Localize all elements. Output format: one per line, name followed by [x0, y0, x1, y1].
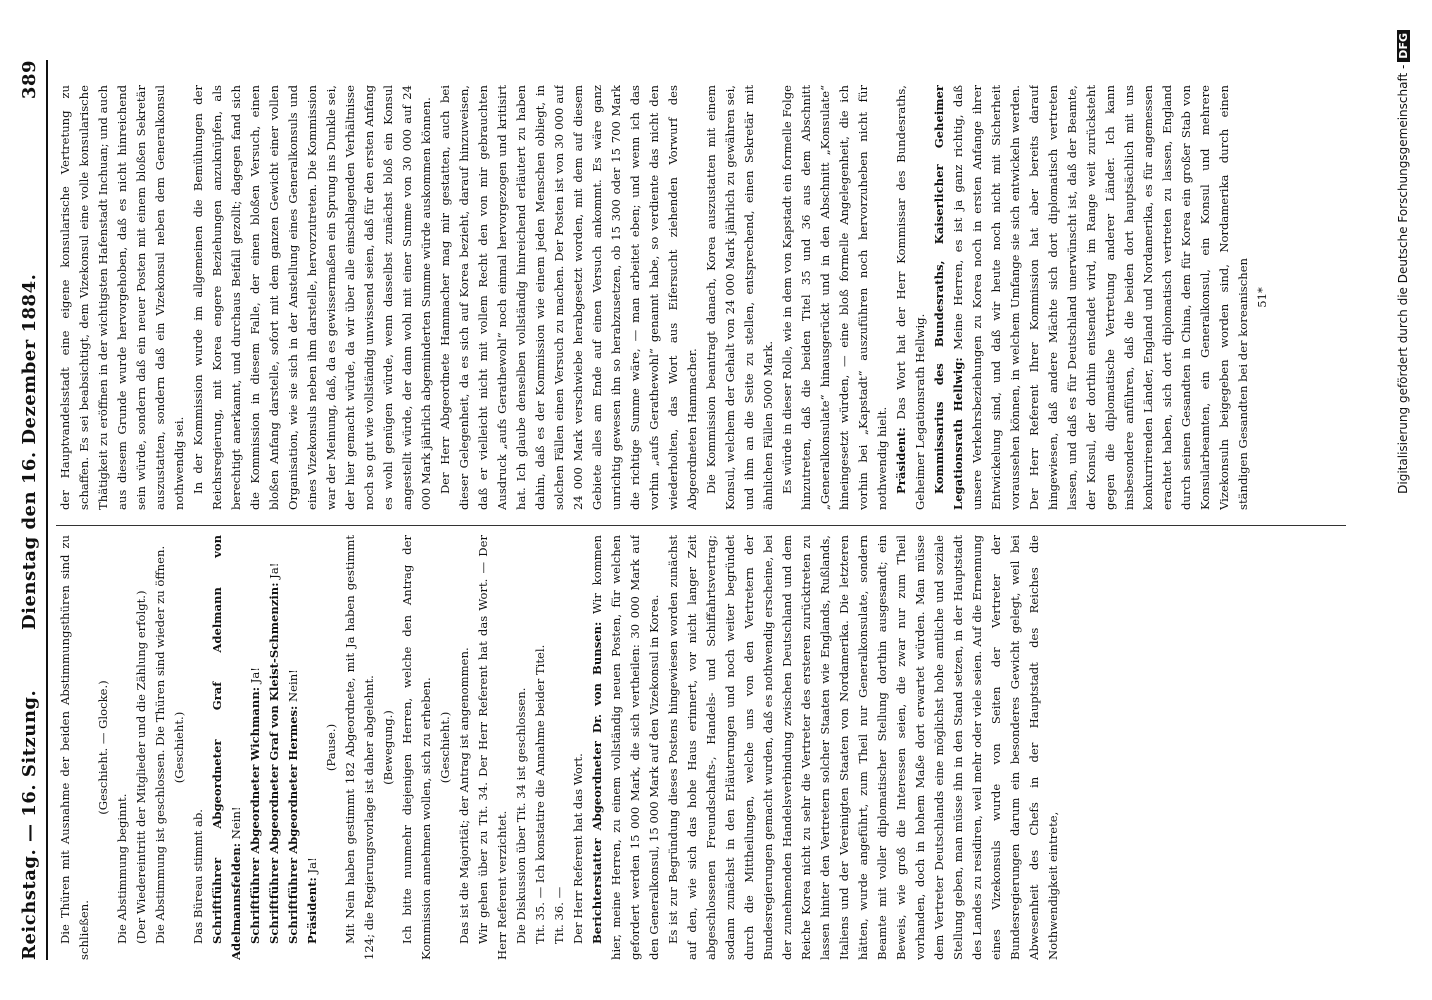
speech-paragraph [284, 535, 303, 960]
footer-text: Digitalisierung gefördert durch die Deutsche Forschungsgemeinschaft - [1396, 64, 1410, 494]
speech-text: Nein! [286, 669, 300, 706]
speaker-name: Präsident: [894, 427, 908, 494]
text-paragraph: Der Herr Referent hat das Wort. [571, 753, 585, 944]
text-column-left [56, 535, 1346, 960]
text-paragraph: Der Herr Abgeordnete Hammacher mag mir gestatten, auch bei dieser Gelegenheit, da es sich auf Korea bezieht, darauf hinzuweisen, daß er vielleicht nicht mit vollem Recht den von mir gebrauchten Ausdruck „aufs Gerathewohl“ noch einmal hervorgezogen und kritisirt hat. Ich glaube denselben vollständig hinreichend erläutert zu haben dahin, daß es der Kommission wie einem jeden Menschen obliegt, in solchen Fällen einen Versuch zu machen. Der Posten ist von 30 000 auf 24 000 Mark verschwiebe herabgesetzt worden, mit dem auf diesem Gebiete alles am Ende auf einen Versuch ankommt. Es wäre ganz unrichtig gewesen ihn so herabzusetzen, ob 15 300 oder 15 700 Mark die richtige Summe wäre, — man arbeitet eben; und wenn ich das vorhin „aufs Gerathewohl“ genannt habe, so verdiente das nicht den wiederholten, das Wort aus Eifersucht ziehenden Vorwurf des Abgeordneten Hammacher. [438, 85, 699, 510]
stage-direction: (Bewegung.) [381, 710, 395, 785]
speaker-name: Schriftführer Abgeordneter Graf Adelmann von Adelmannsfelden: [210, 535, 243, 960]
speech-text: Nein! [229, 806, 243, 843]
text-paragraph: der Hauptvandelsstadt eine eigene konsularische Vertretung zu schaffen. Es sei beabsichtigt, dem Vizekonsul eine volle konsularische Thätigkeit zu eröffnen in der wichtigsten Hafenstadt Inchuan; und auch aus diesem Grunde wurde hervorgehoben, daß es nicht hinreichend sein würde, sondern daß ein neuer Posten mit einem bloßen Sekretär auszustatten, sondern daß ein Vizekonsul neben dem Generalkonsul nothwendig sei. [58, 85, 186, 510]
speech-text: Ja! [248, 667, 262, 687]
dfg-logo: DFG [1397, 30, 1410, 62]
speech-paragraph [303, 535, 322, 960]
text-paragraph: Die Kommission beantragt danach, Korea auszustatten mit einem Konsul, welchem der Gehalt von 24 000 Mark jährlich zu gewähren sei, und ihm an die Seite zu stellen, entsprechend, einen Sekretär mit ähnlichen Fällen 5000 Mark. [704, 85, 775, 510]
text-column-right [56, 85, 1346, 510]
text-paragraph: (Der Wiedereintritt der Mitglieder und die Zählung erfolgt.) [134, 590, 148, 944]
speech-paragraph [892, 85, 930, 510]
speech-text: Wir kommen hier, meine Herren, zu einem vollständig neuen Posten, für welchen gefordert werden 15 000 Mark, die sich vertheilen: 30 000 Mark auf den Generalkonsul, 15 000 Mark auf den Vizekonsul in Korea. [590, 535, 661, 960]
speaker-name: Schriftführer Abgeordneter Graf von Kleist-Schmenzin: [267, 582, 281, 944]
speaker-name: Kommissarius des Bundesraths, Kaiserlicher Geheimer Legationsrath Hellwig: [932, 85, 965, 510]
text-paragraph: Es würde in dieser Rolle, wie in dem von Kapstadt ein formelle Folge hinzutreten, daß die beiden Titel 35 und 36 aus dem Abschnitt „Generalkonsulate“ hinausgerückt und in den Abschnitt „Konsulate“ hineingesetzt würden, — eine bloß formelle Angelegenheit, die ich vorhin bei „Kapstadt“ auszuführen noch hervorzuheben nicht für nothwendig hielt. [780, 85, 889, 510]
text-paragraph: Mit Nein haben gestimmt 182 Abgeordnete, mit Ja haben gestimmt 124; die Regierungsvorlage ist daher abgelehnt. [343, 535, 376, 960]
text-paragraph: Die Abstimmung ist geschlossen. Die Thüren sind wieder zu öffnen. [153, 545, 167, 944]
header-date: Dienstag den 16. Dezember 1884. [19, 273, 40, 630]
speech-paragraph [930, 85, 1253, 510]
page-header [6, 60, 48, 960]
column-divider [56, 525, 1346, 526]
speech-paragraph [208, 535, 246, 960]
text-paragraph: Tit. 36. — [552, 886, 566, 944]
speech-text: Ja! [267, 562, 281, 583]
header-page-number: 389 [19, 60, 40, 100]
text-paragraph: Die Abstimmung beginnt. [115, 793, 129, 944]
text-paragraph: Tit. 35. — Ich konstatire die Annahme beider Titel. [533, 644, 547, 944]
stage-direction: (Geschieht.) [438, 711, 452, 784]
text-paragraph: In der Kommission wurde im allgemeinen die Bemühungen der Reichsregierung, mit Korea engere Beziehungen anzuknüpfen, als berechtigt anerkannt, und durchaus Beifall gezollt; dagegen fand sich die Kommission in diesem Falle, der einen bloßen Versuch, einen bloßen Anfang darstelle, sofort mit dem ganzen Gewicht einer vollen Organisation, wie sie sich in der Anstellung eines Generalkonsuls und eines Vizekonsuls neben ihm darstelle, hervorzutreten. Die Kommission war der Meinung, daß, da es gewissermaßen ein Sprung ins Dunkle sei, der hier gemacht würde, da wir über alle einschlagenden Verhältnisse noch so gut wie vollständig unwissend seien, daß für den ersten Anfang es wohl genügen würde, wenn dasselbst zunächst bloß ein Konsul angestellt würde, der dann wohl mit einer Summe von 30 000 auf 24 000 Mark jährlich abgeminderten Summe würde auskommen können. [191, 85, 433, 510]
text-paragraph: Ich bitte nunmehr diejenigen Herren, welche den Antrag der Kommission annehmen wollen, sich zu erheben. [400, 535, 433, 960]
speech-paragraph [246, 535, 265, 960]
speaker-name: Berichterstatter Abgeordneter Dr. von Bunsen: [590, 621, 604, 944]
text-paragraph: Die Diskussion über Tit. 34 ist geschlossen. [514, 687, 528, 944]
text-paragraph: Wir gehen über zu Tit. 34. Der Herr Referent hat das Wort. — Der Herr Referent verzichtet. [476, 535, 509, 960]
speech-text: Ja! [305, 857, 319, 878]
stage-direction: (Geschieht.) [172, 711, 186, 784]
speaker-name: Schriftführer Abgeordneter Wichmann: [248, 686, 262, 944]
text-paragraph: Es ist zur Begründung dieses Postens hingewiesen worden zunächst auf den, wie sich das hohe Haus erinnert, vor nicht langer Zeit abgeschlossenen Freundschafts-, Handels- und Schiffahrtsvertrag; sodann zunächst in den Erläuterungen und noch weiter begründet durch die Mittheilungen, welche uns von den Vertretern der Bundesregierungen gemacht wurden, daß es nothwendig erscheine, bei der zunehmenden Handelsverbindung zwischen Deutschland und dem Reiche Korea nicht zu sehr die Vertreter des ersteren zurücktreten zu lassen hinter den Vertretern solcher Staaten wie Englands, Rußlands, Italiens und der Vereinigten Staaten von Nordamerika. Die letzteren hätten, wurde angeführt, zum Theil nur Generalkonsulate, sondern Beamte mit voller diplomatischer Stellung dorthin ausgesandt; ein Beweis, wie groß die Interessen seien, die zwar nur zum Theil vorhanden, doch in hohem Maße dort erwartet würden. Man müsse dem Vertreter Deutschlands eine möglichst hohe amtliche und soziale Stellung geben, man müsse ihn in den Stand setzen, in der Hauptstadt des Landes zu residiren, weil mehr oder viele seien. Auf die Ernennung eines Vizekonsuls wurde von Seiten der Vertreter der Bundesregierungen darum ein besonderes Gewicht gelegt, weil bei Abwesenheit des Chefs in der Hauptstadt des Reiches die Nothwendigkeit eintrete, [666, 535, 1060, 960]
signature-mark: 51* [1255, 287, 1269, 308]
text-paragraph: Das ist die Majorität; der Antrag ist angenommen. [457, 647, 471, 944]
speech-text: Meine Herren, es ist ja ganz richtig, daß unsere Verkehrsbeziehungen zu Korea noch in ersten Anfange ihrer Entwickelung sind, und daß wir heute noch nicht mit Sicherheit voraussehen können, in welchem Umfange sie sich entwickeln werden. Der Herr Referent Ihrer Kommission hat aber bereits darauf hingewiesen, daß andere Mächte sich dort diplomatisch vertreten lassen, und daß es für Deutschland unerwünscht ist, daß der Beamte, der Konsul, der dorthin entsendet wird, im Range weit zurücksteht gegen die diplomatische Vertretung anderer Länder. Ich kann insbesondere anführen, daß die beiden dort hauptsächlich mit uns konkurrirenden Länder, England und Nordamerika, es für angemessen erachtet haben, sich dort diplomatisch vertreten zu lassen, England durch seinen Gesandten in China, dem für Korea ein großer Stab von Konsularbeamten, ein Generalkonsul, ein Konsul und mehrere Vizekonsuln beigegeben worden sind, Nordamerika durch einen ständigen Gesandten bei der koreanischen [951, 85, 1250, 510]
digitization-footer [1396, 30, 1410, 960]
stage-direction: (Pause.) [324, 723, 338, 772]
speaker-name: Präsident: [305, 877, 319, 944]
speaker-name: Schriftführer Abgeordneter Hermes: [286, 705, 300, 944]
speech-paragraph [265, 535, 284, 960]
speech-paragraph [588, 535, 664, 960]
text-paragraph: Die Thüren mit Ausnahme der beiden Abstimmungsthüren sind zu schließen. [58, 535, 91, 960]
speech-text: Das Wort hat der Herr Kommissar des Bundesraths, Geheimer Legationsrath Hellwig. [894, 85, 927, 510]
text-paragraph: Das Büreau stimmt ab. [191, 809, 205, 944]
header-session: Reichstag. — 16. Sitzung. [19, 689, 40, 960]
stage-direction: (Geschieht. — Glocke.) [96, 680, 110, 815]
